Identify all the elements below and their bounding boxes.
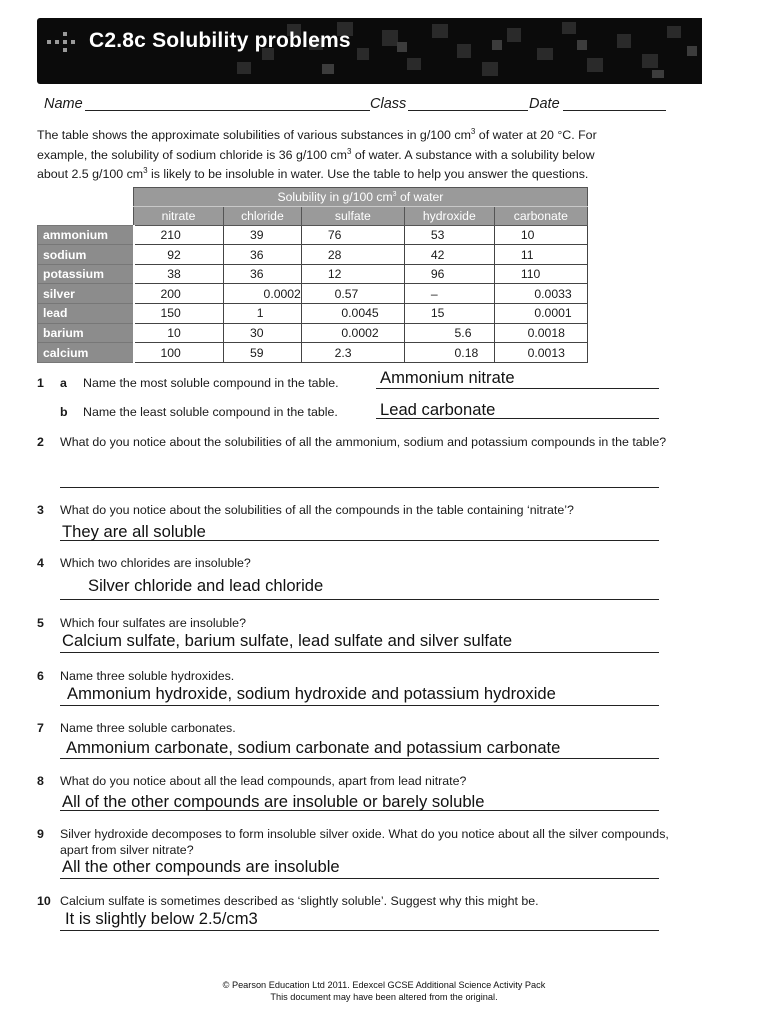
name-field[interactable] (85, 110, 370, 111)
table-cell: 200 (134, 284, 224, 304)
row-label: potassium (38, 264, 134, 284)
row-label: ammonium (38, 225, 134, 245)
table-cell: 38 (134, 264, 224, 284)
table-cell: 10 (134, 323, 224, 343)
question-text: Silver hydroxide decomposes to form insoluble silver oxide. What do you notice about all the silver compounds, apart from silver nitrate? (60, 827, 669, 857)
table-body (38, 225, 588, 362)
title-banner (37, 18, 702, 84)
table-row (38, 225, 588, 245)
table-cell: 150 (134, 304, 224, 324)
question-text: Name the least soluble compound in the table. (83, 405, 338, 419)
page-title: C2.8c Solubility problems (89, 29, 351, 52)
column-header: sulfate (301, 206, 404, 225)
question-text: Name three soluble hydroxides. (60, 669, 235, 683)
answer-line[interactable] (60, 930, 659, 931)
table-cell: 110 (494, 264, 587, 284)
table-cell: 92 (134, 245, 224, 265)
table-row (38, 264, 588, 284)
row-label: calcium (38, 343, 134, 363)
row-label: barium (38, 323, 134, 343)
table-cell: 53 (404, 225, 494, 245)
copyright-line: © Pearson Education Ltd 2011. Edexcel GCSE Additional Science Activity Pack (222, 980, 546, 990)
table-cell: 0.18 (404, 343, 494, 363)
question-text: Which four sulfates are insoluble? (60, 616, 246, 630)
table-cell: 96 (404, 264, 494, 284)
handwritten-answer: Ammonium nitrate (380, 368, 515, 387)
question-part-label: b (60, 405, 68, 419)
question-text: Which two chlorides are insoluble? (60, 556, 251, 570)
question-part-label: a (60, 376, 67, 390)
question-text: Name the most soluble compound in the table. (83, 376, 339, 390)
table-cell: 76 (301, 225, 404, 245)
table-cell: 210 (134, 225, 224, 245)
answer-line[interactable] (60, 599, 659, 600)
table-cell: 0.57 (301, 284, 404, 304)
question-number: 2 (37, 435, 44, 449)
table-cell: 42 (404, 245, 494, 265)
table-cell: 100 (134, 343, 224, 363)
table-cell: 10 (494, 225, 587, 245)
altered-notice: This document may have been altered from the original. (270, 992, 498, 1002)
table-cell: 28 (301, 245, 404, 265)
table-cell: 0.0002 (224, 284, 302, 304)
row-label: sodium (38, 245, 134, 265)
answer-line[interactable] (60, 705, 659, 706)
table-cell: – (404, 284, 494, 304)
question-number: 4 (37, 556, 44, 570)
table-row (38, 304, 588, 324)
table-corner (38, 188, 134, 207)
table-cell: 30 (224, 323, 302, 343)
class-field[interactable] (408, 110, 528, 111)
date-label: Date (529, 96, 560, 112)
answer-line[interactable] (60, 487, 659, 488)
table-row (38, 343, 588, 363)
question-number: 5 (37, 616, 44, 630)
question-number: 9 (37, 827, 44, 841)
table-cell: 0.0033 (494, 284, 587, 304)
handwritten-answer: Ammonium hydroxide, sodium hydroxide and potassium hydroxide (67, 684, 556, 703)
answer-line[interactable] (60, 758, 659, 759)
column-header: hydroxide (404, 206, 494, 225)
handwritten-answer: Silver chloride and lead chloride (88, 576, 324, 595)
date-field[interactable] (563, 110, 666, 111)
question-text: Name three soluble carbonates. (60, 721, 236, 735)
handwritten-answer: All the other compounds are insoluble (62, 857, 340, 876)
table-cell: 39 (224, 225, 302, 245)
table-row (38, 284, 588, 304)
handwritten-answer: It is slightly below 2.5/cm3 (65, 909, 258, 928)
table-cell: 11 (494, 245, 587, 265)
question-number: 1 (37, 376, 44, 390)
table-row (38, 245, 588, 265)
table-cell: 36 (224, 245, 302, 265)
question-number: 10 (37, 894, 51, 908)
question-text: Calcium sulfate is sometimes described as ‘slightly soluble’. Suggest why this might be. (60, 894, 539, 908)
column-header: nitrate (134, 206, 224, 225)
table-cell: 2.3 (301, 343, 404, 363)
question-text: What do you notice about the solubilities of all the compounds in the table containing ‘nitrate’? (60, 503, 574, 517)
name-label: Name (44, 96, 83, 112)
table-cell: 12 (301, 264, 404, 284)
question-text: What do you notice about all the lead compounds, apart from lead nitrate? (60, 774, 467, 788)
answer-line[interactable] (60, 878, 659, 879)
table-cell: 36 (224, 264, 302, 284)
table-cell: 5.6 (404, 323, 494, 343)
table-cell: 0.0001 (494, 304, 587, 324)
handwritten-answer: All of the other compounds are insoluble or barely soluble (62, 792, 485, 811)
question-number: 8 (37, 774, 44, 788)
class-label: Class (370, 96, 407, 112)
question-text: What do you notice about the solubilities of all the ammonium, sodium and potassium compounds in the table? (60, 435, 667, 449)
table-cell: 0.0013 (494, 343, 587, 363)
question-number: 3 (37, 503, 44, 517)
footer (0, 979, 768, 1003)
table-cell: 0.0045 (301, 304, 404, 324)
handwritten-answer: They are all soluble (62, 522, 206, 541)
question-number: 6 (37, 669, 44, 683)
answer-line[interactable] (376, 388, 659, 389)
row-label: silver (38, 284, 134, 304)
table-cell: 0.0002 (301, 323, 404, 343)
row-label: lead (38, 304, 134, 324)
table-cell: 1 (224, 304, 302, 324)
table-caption: Solubility in g/100 $cm^3$ of water (134, 188, 588, 207)
solubility-table (37, 187, 588, 363)
intro-paragraph: The table shows the approximate solubilities of various substances in g/100 $cm^3$ of water at 20 °C. For example, the solubility of sodium chloride is 36 g/100 $cm^3$ of water. A substance with a solubility below about 2.5 g/100 $cm^3$ is likely to be insoluble in water. Use the table to help you answer the questions. (37, 127, 597, 182)
column-header: chloride (224, 206, 302, 225)
column-header: carbonate (494, 206, 587, 225)
question-number: 7 (37, 721, 44, 735)
table-row (38, 323, 588, 343)
table-cell: 0.0018 (494, 323, 587, 343)
handwritten-answer: Calcium sulfate, barium sulfate, lead sulfate and silver sulfate (62, 631, 513, 650)
handwritten-answer: Ammonium carbonate, sodium carbonate and potassium carbonate (66, 738, 561, 757)
handwritten-answer: Lead carbonate (380, 400, 496, 419)
table-cell: 59 (224, 343, 302, 363)
table-cell: 15 (404, 304, 494, 324)
answer-line[interactable] (60, 652, 659, 653)
